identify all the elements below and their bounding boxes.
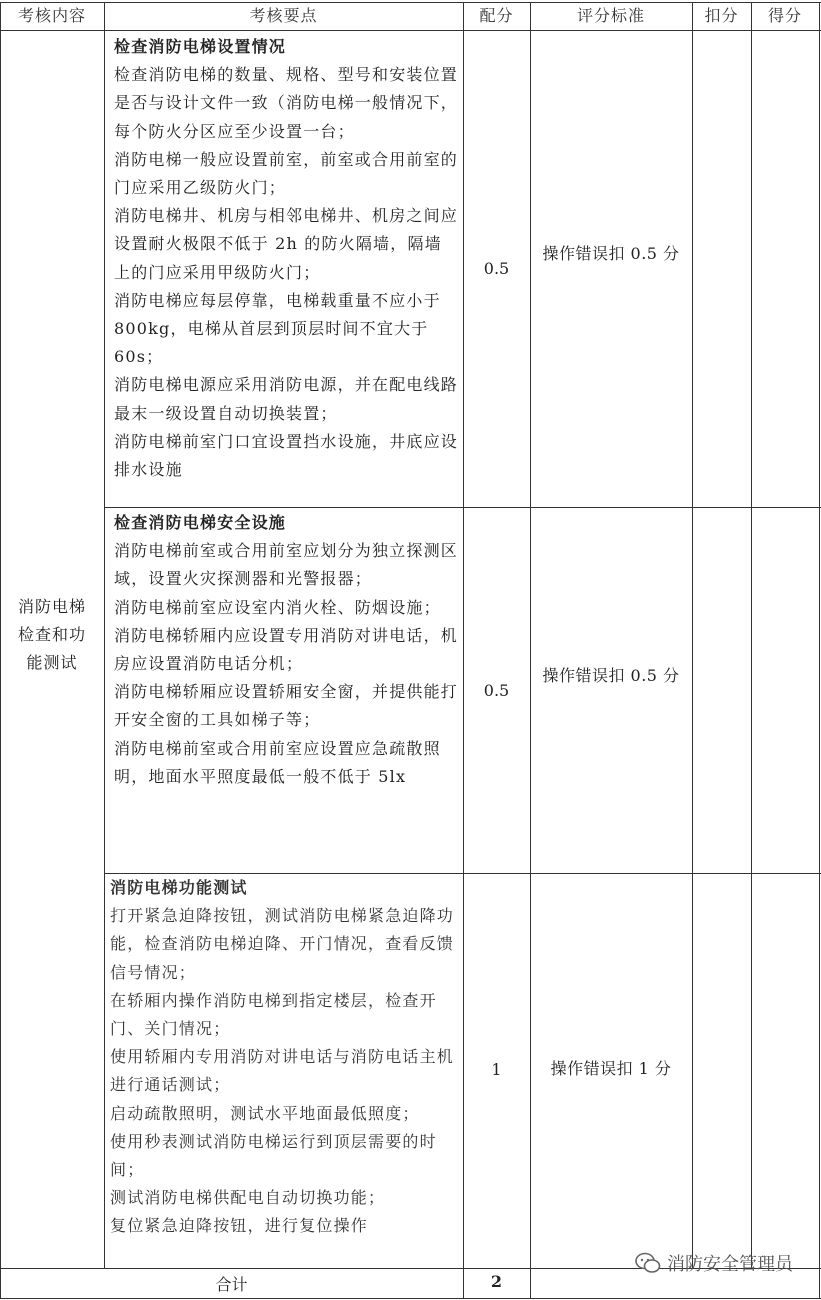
header-content: 考核内容 bbox=[17, 6, 86, 25]
header-deduct: 扣分 bbox=[704, 6, 739, 25]
row-3-points bbox=[110, 874, 458, 1241]
point-item: 测试消防电梯供配电自动切换功能； bbox=[110, 1188, 386, 1208]
header-got: 得分 bbox=[767, 6, 802, 25]
point-item: 消防电梯轿厢应设置轿厢安全窗，并提供能打开安全窗的工具如梯子等； bbox=[114, 682, 459, 730]
row-2-score: 0.5 bbox=[483, 681, 510, 700]
table-bottom-border bbox=[0, 1298, 821, 1299]
point-item: 使用轿厢内专用消防对讲电话与消防电话主机进行通话测试； bbox=[110, 1047, 455, 1095]
point-item: 消防电梯轿厢内应设置专用消防对讲电话，机房应设置消防电话分机； bbox=[114, 625, 459, 674]
wechat-icon bbox=[635, 1252, 661, 1274]
category-line: 能测试 bbox=[26, 653, 78, 672]
total-score: 2 bbox=[490, 1272, 503, 1291]
col-border bbox=[463, 2, 464, 1299]
header-points: 考核要点 bbox=[249, 6, 318, 25]
row-title: 检查消防电梯设置情况 bbox=[114, 37, 287, 56]
row-1-score: 0.5 bbox=[483, 259, 510, 278]
col-border bbox=[692, 2, 693, 1268]
point-item: 启动疏散照明，测试水平地面最低照度； bbox=[110, 1103, 420, 1123]
row-1-points bbox=[114, 33, 458, 484]
point-item: 使用秒表测试消防电梯运行到顶层需要的时间； bbox=[110, 1131, 437, 1180]
point-item: 消防电梯前室或合用前室应设置应急疏散照明，地面水平照度最低一般不低于 5lx bbox=[114, 738, 441, 786]
point-item: 消防电梯电源应采用消防电源，并在配电线路最末一级设置自动切换装置； bbox=[114, 375, 459, 423]
row-title: 消防电梯功能测试 bbox=[110, 878, 248, 897]
point-item: 消防电梯前室应设室内消火栓、防烟设施； bbox=[114, 597, 441, 617]
point-item: 检查消防电梯的数量、规格、型号和安装位置是否与设计文件一致（消防电梯一般情况下，每个防火分区应至少设置一台； bbox=[114, 65, 459, 141]
row-3-score: 1 bbox=[491, 1060, 502, 1079]
col-border bbox=[104, 2, 105, 1268]
row-title: 检查消防电梯安全设施 bbox=[114, 513, 287, 532]
total-label: 合计 bbox=[215, 1275, 248, 1294]
row-2-criteria: 操作错误扣 0.5 分 bbox=[542, 666, 680, 685]
category-cell bbox=[4, 593, 100, 677]
col-border bbox=[751, 2, 752, 1268]
point-item: 消防电梯前室门口宜设置挡水设施，井底应设排水设施 bbox=[114, 431, 459, 480]
col-border bbox=[819, 2, 820, 1299]
watermark-text: 消防安全管理员 bbox=[667, 1254, 793, 1275]
col-border bbox=[0, 2, 1, 1299]
col-border bbox=[530, 2, 531, 1299]
row-3-criteria: 操作错误扣 1 分 bbox=[550, 1059, 672, 1078]
row-1-criteria: 操作错误扣 0.5 分 bbox=[542, 244, 680, 263]
point-item: 消防电梯前室或合用前室应划分为独立探测区域，设置火灾探测器和光警报器； bbox=[114, 541, 459, 589]
header-bottom-border bbox=[0, 30, 821, 31]
watermark bbox=[635, 1250, 793, 1276]
point-item: 在轿厢内操作消防电梯到指定楼层，检查开门、关门情况； bbox=[110, 990, 437, 1039]
point-item: 消防电梯应每层停靠，电梯载重量不应小于 800kg，电梯从首层到顶层时间不宜大于 60s； bbox=[114, 290, 441, 367]
header-score: 配分 bbox=[479, 6, 514, 25]
row-2-points bbox=[114, 509, 458, 791]
point-item: 消防电梯一般应设置前室，前室或合用前室的门应采用乙级防火门； bbox=[114, 149, 459, 198]
category-line: 检查和功 bbox=[17, 625, 86, 644]
category-line: 消防电梯 bbox=[17, 597, 86, 616]
header-criteria: 评分标准 bbox=[576, 6, 645, 25]
point-item: 消防电梯井、机房与相邻电梯井、机房之间应设置耐火极限不低于 2h 的防火隔墙，隔墙上的门应采用甲级防火门； bbox=[114, 206, 459, 282]
point-item: 复位紧急迫降按钮，进行复位操作 bbox=[110, 1216, 369, 1236]
point-item: 打开紧急迫降按钮，测试消防电梯紧急迫降功能，检查消防电梯迫降、开门情况，查看反馈信号情况； bbox=[110, 906, 455, 982]
